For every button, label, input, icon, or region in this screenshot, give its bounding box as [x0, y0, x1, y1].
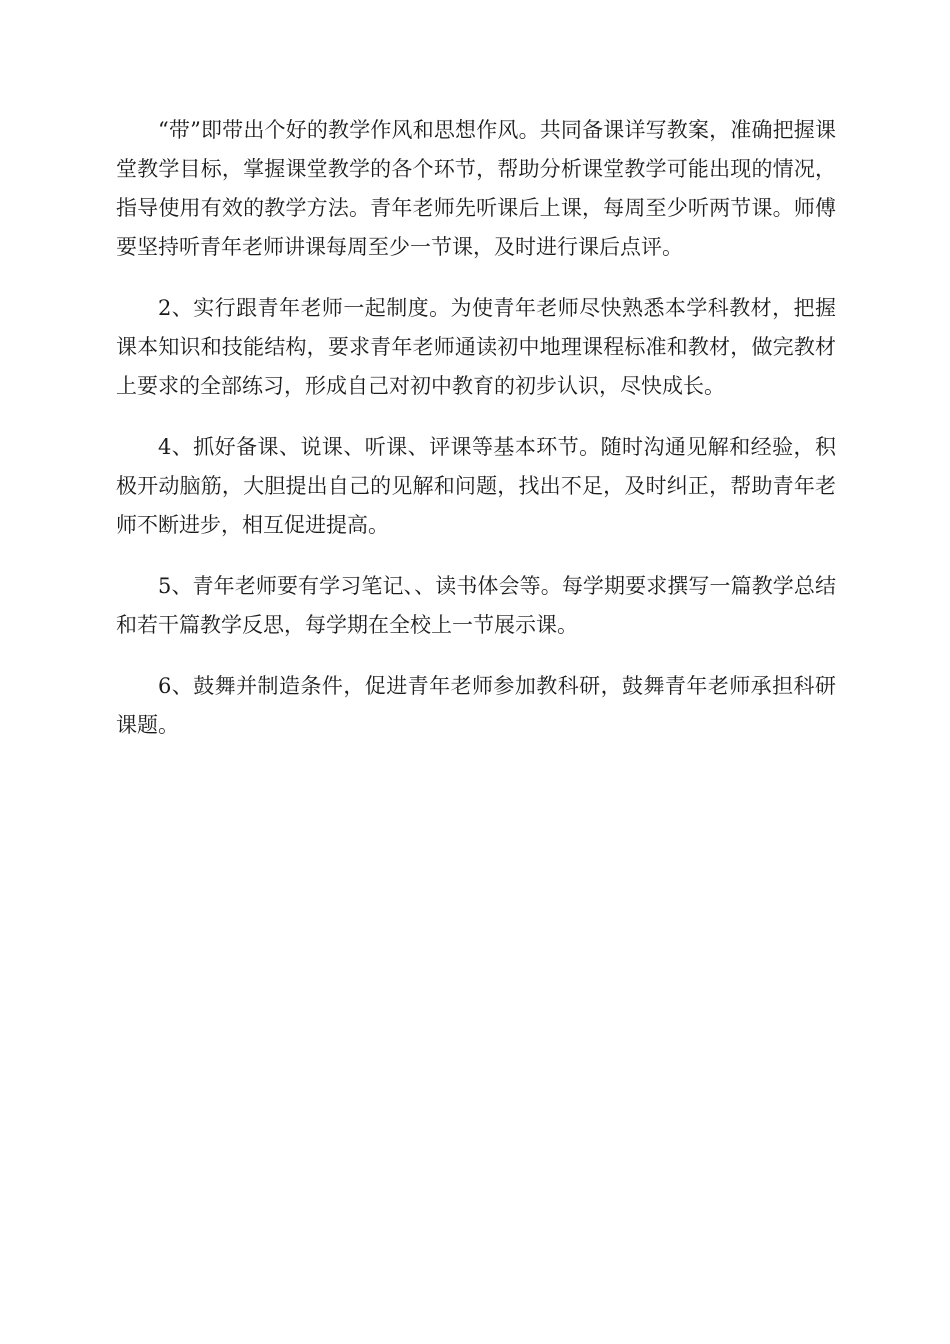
- document-body: [116, 111, 836, 767]
- paragraph-item-5: 5、青年老师要有学习笔记、、读书体会等。每学期要求撰写一篇教学总结和若干篇教学反思，每学期在全校上一节展示课。: [116, 574, 836, 637]
- paragraph-item-6: 6、鼓舞并制造条件，促进青年老师参加教科研，鼓舞青年老师承担科研课题。: [116, 674, 836, 737]
- paragraph-mentoring: “带”即带出个好的教学作风和思想作风。共同备课详写教案，准确把握课堂教学目标，掌握课堂教学的各个环节，帮助分析课堂教学可能出现的情况，指导使用有效的教学方法。青年老师先听课后上课，每周至少听两节课。师傅要坚持听青年老师讲课每周至少一节课，及时进行课后点评。: [116, 118, 836, 259]
- paragraph-item-4: 4、抓好备课、说课、听课、评课等基本环节。随时沟通见解和经验，积极开动脑筋，大胆提出自己的见解和问题，找出不足，及时纠正，帮助青年老师不断进步，相互促进提高。: [116, 435, 836, 537]
- paragraph-item-2: 2、实行跟青年老师一起制度。为使青年老师尽快熟悉本学科教材，把握课本知识和技能结构，要求青年老师通读初中地理课程标准和教材，做完教材上要求的全部练习，形成自己对初中教育的初步认识，尽快成长。: [116, 296, 836, 398]
